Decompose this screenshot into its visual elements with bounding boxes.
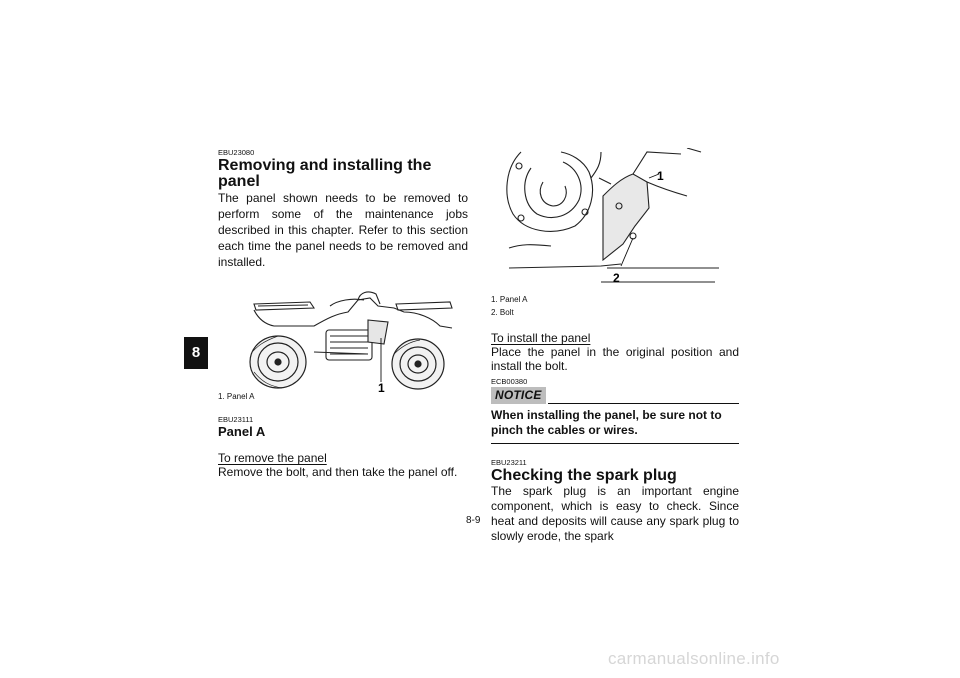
- remove-body: Remove the bolt, and then take the panel off.: [218, 465, 458, 479]
- figure-caption: 1. Panel A: [218, 392, 255, 401]
- notice-badge: NOTICE: [491, 387, 546, 404]
- atv-figure: [218, 278, 468, 394]
- notice-text: When installing the panel, be sure not to pinch the cables or wires.: [491, 404, 739, 444]
- figure-callout-2: 2: [613, 271, 620, 285]
- remove-heading: To remove the panel: [218, 451, 327, 465]
- atv-illustration: [218, 278, 468, 394]
- left-column: [218, 148, 468, 479]
- section-body: The spark plug is an important engine component, which is easy to check. Since heat and deposits will cause any spark plug to slowly erode, the spark: [491, 484, 739, 543]
- page-number: 8-9: [466, 515, 481, 526]
- panel-closeup-illustration: [491, 148, 739, 293]
- section-code: EBU23211: [491, 458, 527, 467]
- figure-caption: 1. Panel A: [491, 295, 528, 304]
- notice-code: ECB00380: [491, 377, 528, 386]
- section-title: Checking the spark plug: [491, 467, 677, 484]
- section-code: EBU23080: [218, 148, 255, 157]
- notice-rule: [548, 403, 739, 404]
- figure-callout-1: 1: [657, 169, 664, 183]
- install-body: Place the panel in the original position and install the bolt.: [491, 345, 739, 373]
- chapter-tab: 8: [184, 337, 208, 369]
- panel-figure: [491, 148, 739, 293]
- right-column: [491, 148, 739, 544]
- section-body: The panel shown needs to be removed to perform some of the maintenance jobs described in this chapter. Refer to this section each time the panel needs to be removed and installed.: [218, 191, 468, 269]
- section-title: Removing and installing the panel: [218, 157, 432, 190]
- watermark: carmanualsonline.info: [608, 649, 780, 668]
- figure-caption: 2. Bolt: [491, 308, 514, 317]
- section-code: EBU23111: [218, 415, 254, 424]
- section-title: Panel A: [218, 424, 266, 439]
- notice-header: [491, 387, 739, 404]
- install-heading: To install the panel: [491, 331, 591, 345]
- figure-callout-1: 1: [378, 381, 385, 394]
